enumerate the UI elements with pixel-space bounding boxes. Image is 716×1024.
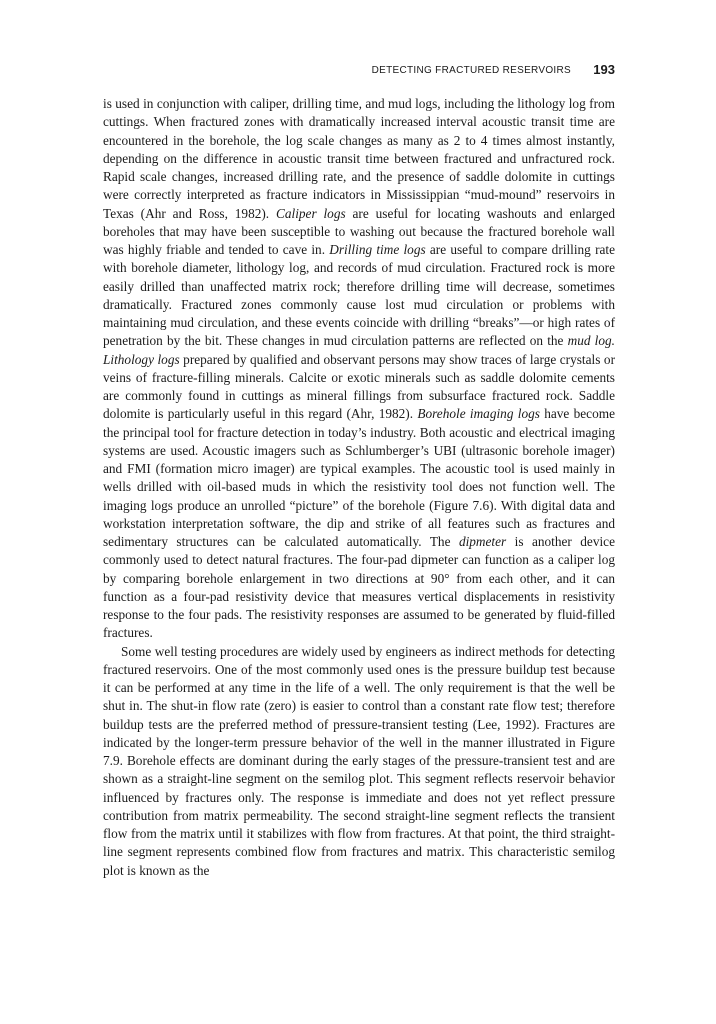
term-dipmeter: dipmeter [458, 534, 507, 549]
paragraph-1-text-6: is another device commonly used to detect natural fractures. The four-pad dipmeter can function as a caliper log by comparing borehole enlargement in two directions at 90° from each other, and it can function as a four-pad resistivity device that measures vertical displacements in resistivity response to the four pads. The resistivity responses are assumed to be generated by fluid-filled fractures. [103, 534, 615, 641]
term-borehole-imaging-logs: Borehole imaging logs [417, 406, 540, 422]
paragraph-1 [103, 95, 615, 643]
paragraph-1-text-5: have become the principal tool for fracture detection in today’s industry. Both acoustic and electrical imaging systems are used. Acoustic imagers such as Schlumberger’s UBI (ultrasonic borehole imager) and FMI (formation micro imager) are typical examples. The acoustic tool is used mainly in wells drilled with oil-based muds in which the resistivity tool does not function well. The imaging logs produce an unrolled “picture” of the borehole (Figure 7.6). With digital data and workstation interpretation software, the dip and strike of all features such as fractures and sedimentary structures can be calculated automatically. The [103, 406, 615, 549]
running-title: DETECTING FRACTURED RESERVOIRS [371, 65, 571, 76]
paragraph-1-text-2: are useful for locating washouts and enlarged boreholes that may have been susceptible to washing out because the fractured borehole wall was highly friable and tended to cave in. [103, 205, 615, 257]
paragraph-1-text-4: prepared by qualified and observant persons may show traces of large crystals or veins of fracture-filling minerals. Calcite or exotic minerals such as saddle dolomite cements are commonly found in cuttings as mineral fillings from subsurface fractured rock. Saddle dolomite is particularly useful in this regard (Ahr, 1982). [103, 351, 615, 422]
term-mud-log-lithology-logs: mud log. Lithology logs [103, 333, 615, 367]
paragraph-2: Some well testing procedures are widely used by engineers as indirect methods for detecting fractured reservoirs. One of the most commonly used ones is the pressure buildup test because it can be performed at any time in the life of a well. The only requirement is that the well be shut in. The shut-in flow rate (zero) is easier to control than a constant rate flow test; therefore buildup tests are the preferred method of pressure-transient testing (Lee, 1992). Fractures are indicated by the longer-term pressure behavior of the well in the manner illustrated in Figure 7.9. Borehole effects are dominant during the early stages of the pressure-transient test and are shown as a straight-line segment on the semilog plot. This segment reflects reservoir behavior influenced by fractures only. The response is immediate and does not yet reflect pressure contribution from matrix permeability. The second straight-line segment reflects the transient flow from the matrix until it stabilizes with flow from fractures. At that point, the third straight-line segment represents combined flow from fractures and matrix. This characteristic semilog plot is known as the [103, 643, 615, 878]
paragraph-1-text-3: are useful to compare drilling rate with borehole diameter, lithology log, and records of mud circulation. Fractured rock is more easily drilled than unaffected matrix rock; therefore drilling time will decrease, sometimes dramatically. Fractured zones commonly cause lost mud circulation or problems with maintaining mud circulation, and these events coincide with drilling “breaks”—or high rates of penetration by the bit. These changes in mud circulation patterns are reflected on the [103, 242, 615, 349]
term-caliper-logs: Caliper logs [275, 205, 346, 221]
term-drilling-time-logs: Drilling time logs [329, 242, 426, 257]
page-number: 193 [593, 62, 615, 77]
body-text [103, 95, 615, 880]
paragraph-1-text-1: is used in conjunction with caliper, drilling time, and mud logs, including the lithology log from cuttings. When fractured zones with dramatically increased interval acoustic transit time are encountered in the borehole, the log scale changes as many as 2 to 4 times almost instantly, depending on the difference in acoustic transit time between fractured and unfractured rock. Rapid scale changes, increased drilling rate, and the presence of saddle dolomite in cuttings were correctly interpreted as fracture indicators in Mississippian “mud-mound” reservoirs in Texas (Ahr and Ross, 1982). [103, 96, 615, 221]
running-head [103, 62, 615, 80]
